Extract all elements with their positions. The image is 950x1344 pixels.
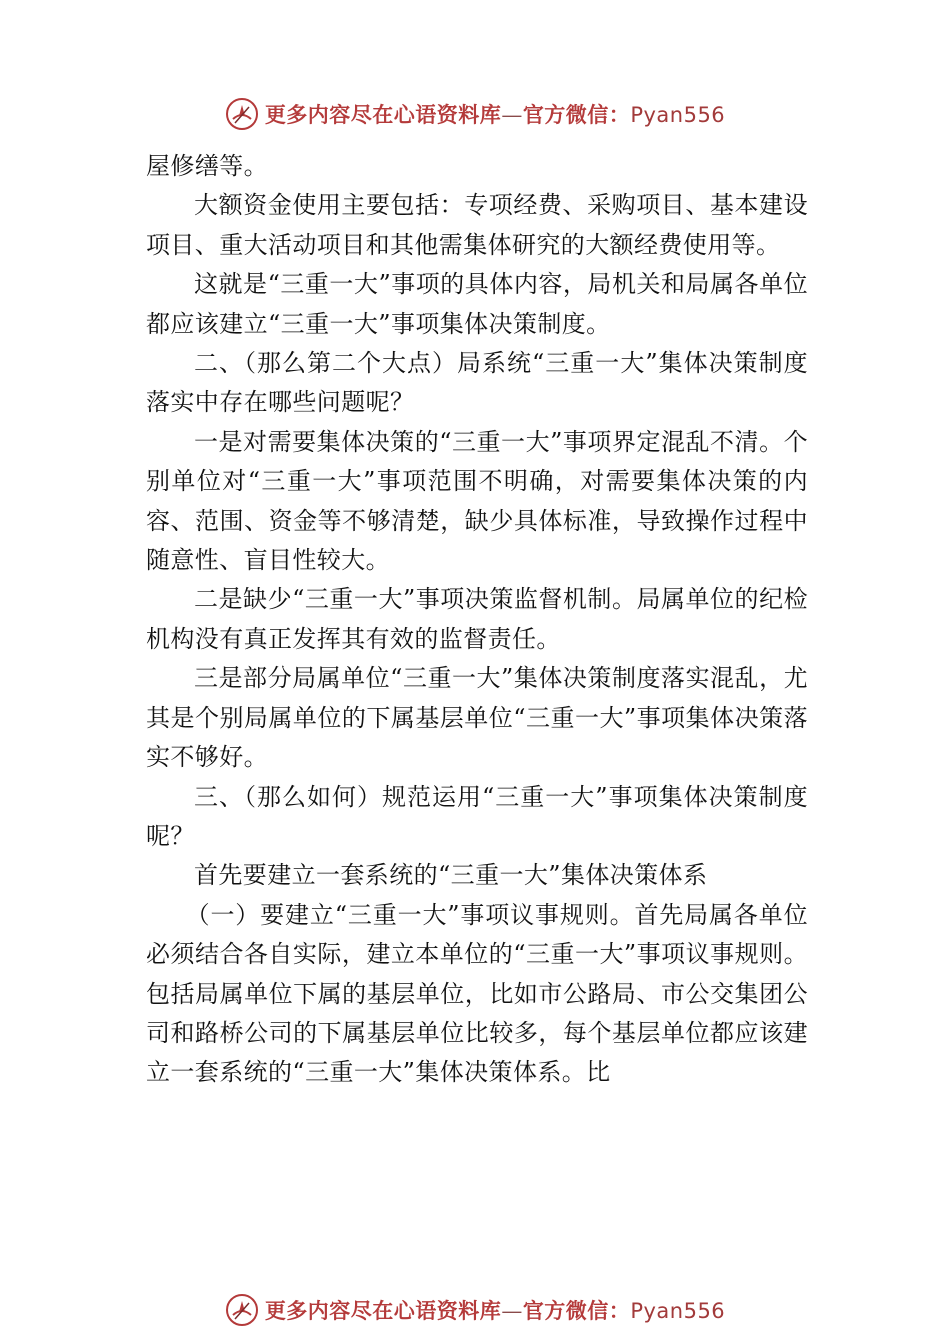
paragraph-continued: 屋修缮等。 <box>146 152 268 180</box>
paragraph: 这就是“三重一大”事项的具体内容，局机关和局属各单位都应该建立“三重一大”事项集体决策制度。 <box>146 270 808 338</box>
watermark-text <box>265 99 725 129</box>
section-heading: 三、（那么如何）规范运用“三重一大”事项集体决策制度呢？ <box>146 782 808 850</box>
paragraph: （一）要建立“三重一大”事项议事规则。首先局属各单位必须结合各自实际，建立本单位的“三重一大”事项议事规则。包括局属单位下属的基层单位，比如市公路局、市公交集团公司和路桥公司的下属基层单位比较多，每个基层单位都应该建立一套系统的“三重一大”集体决策体系。比 <box>146 900 808 1087</box>
paragraph: 三是部分局属单位“三重一大”集体决策制度落实混乱，尤其是个别局属单位的下属基层单位“三重一大”事项集体决策落实不够好。 <box>146 664 808 772</box>
watermark-main: 更多内容尽在心语资料库 <box>264 1298 502 1323</box>
paragraph: 大额资金使用主要包括：专项经费、采购项目、基本建设项目、重大活动项目和其他需集体研究的大额经费使用等。 <box>146 191 808 259</box>
watermark-dash: — <box>501 103 523 127</box>
watermark-tail: 官方微信： <box>522 102 631 127</box>
watermark-tail: 官方微信： <box>522 1298 631 1323</box>
document-body <box>146 147 808 1093</box>
book-logo-icon <box>225 97 259 131</box>
paragraph: 首先要建立一套系统的“三重一大”集体决策体系 <box>194 861 708 890</box>
watermark-footer <box>0 1288 950 1332</box>
watermark-handle: Pyan556 <box>630 1299 726 1323</box>
watermark-handle: Pyan556 <box>630 103 726 127</box>
section-heading: 二、（那么第二个大点）局系统“三重一大”集体决策制度落实中存在哪些问题呢？ <box>146 349 808 417</box>
watermark-text <box>265 1295 725 1325</box>
watermark-header <box>0 92 950 136</box>
paragraph: 一是对需要集体决策的“三重一大”事项界定混乱不清。个别单位对“三重一大”事项范围不明确，对需要集体决策的内容、范围、资金等不够清楚，缺少具体标准，导致操作过程中随意性、盲目性较大。 <box>146 427 808 575</box>
paragraph: 二是缺少“三重一大”事项决策监督机制。局属单位的纪检机构没有真正发挥其有效的监督责任。 <box>146 585 808 653</box>
book-logo-icon <box>225 1293 259 1327</box>
watermark-dash: — <box>501 1299 523 1323</box>
watermark-main: 更多内容尽在心语资料库 <box>264 102 502 127</box>
